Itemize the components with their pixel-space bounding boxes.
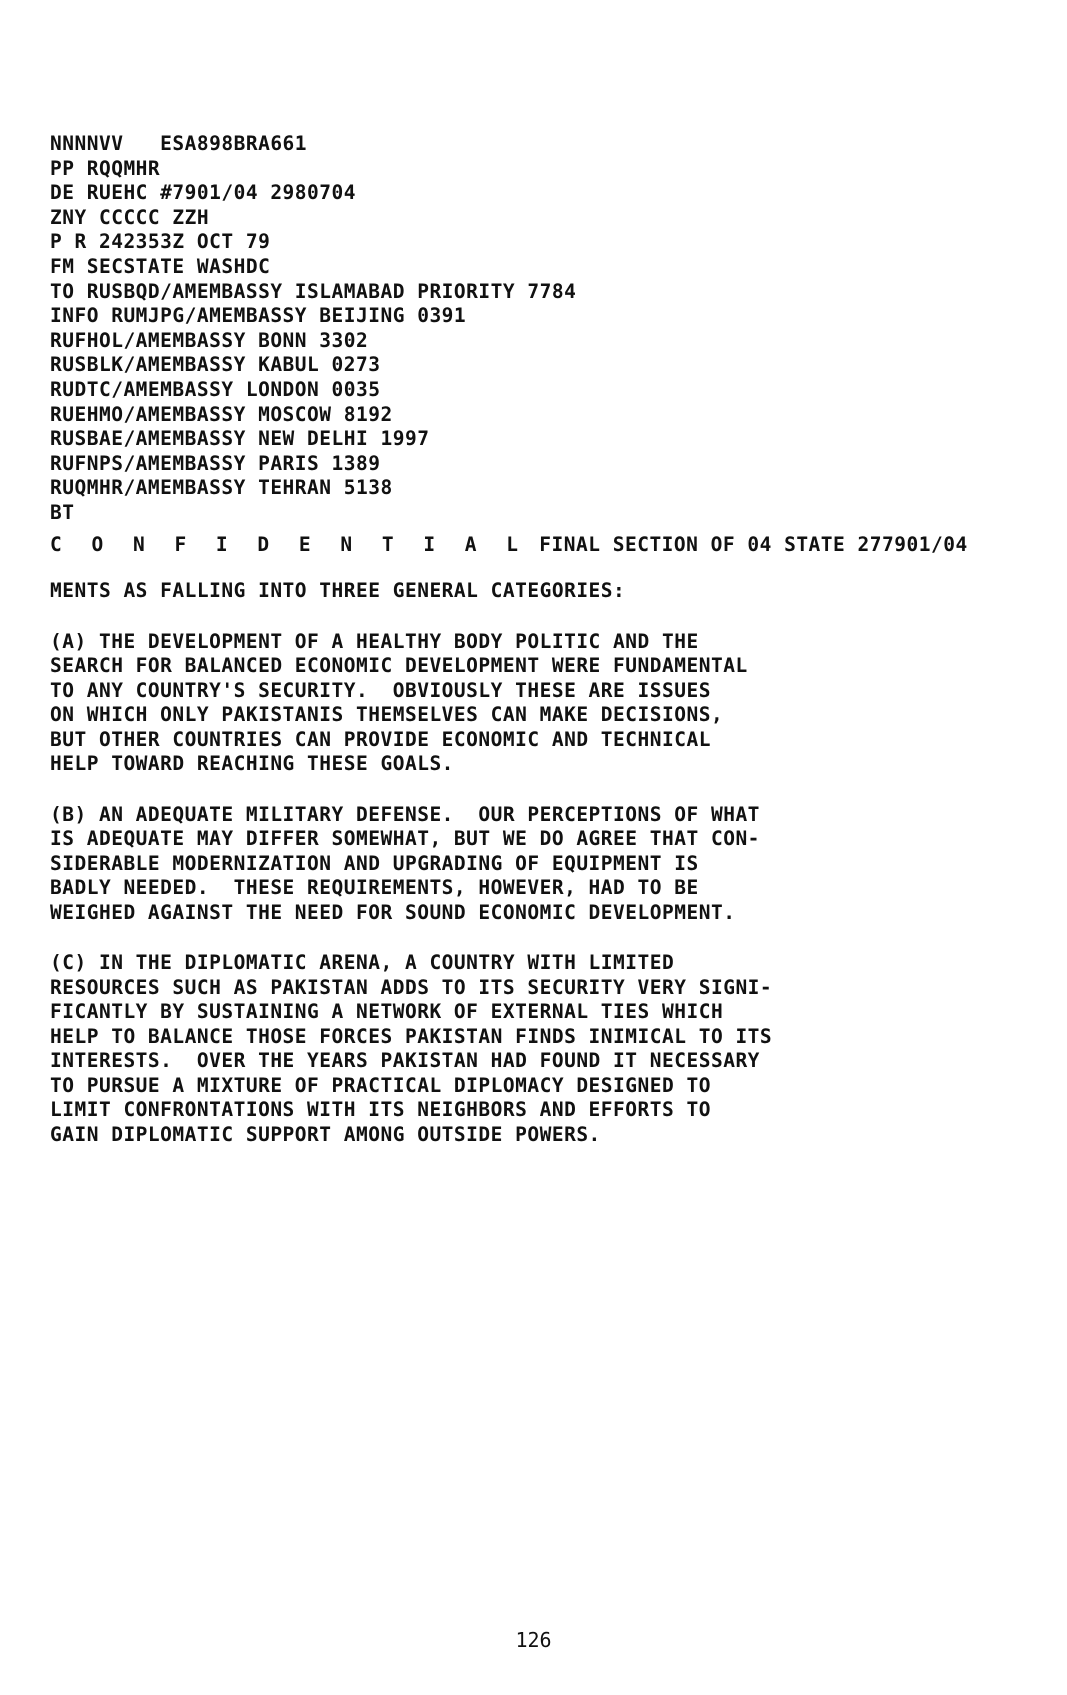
- header-line: RUDTC/AMEMBASSY LONDON 0035: [50, 377, 381, 401]
- paragraph-line: LIMIT CONFRONTATIONS WITH ITS NEIGHBORS AND EFFORTS TO: [50, 1098, 711, 1121]
- page-number: 126: [515, 1628, 552, 1652]
- paragraph-line: (C) IN THE DIPLOMATIC ARENA, A COUNTRY WITH LIMITED: [50, 951, 675, 974]
- paragraph-line: GAIN DIPLOMATIC SUPPORT AMONG OUTSIDE POWERS.: [50, 1122, 601, 1146]
- header-line: RUFNPS/AMEMBASSY PARIS 1389: [50, 451, 381, 475]
- paragraph-c: [50, 951, 1030, 1147]
- header-line: DE RUEHC #7901/04 2980704: [50, 181, 356, 205]
- paragraph-line: INTERESTS. OVER THE YEARS PAKISTAN HAD FOUND IT NECESSARY: [50, 1049, 760, 1072]
- paragraph-line: BUT OTHER COUNTRIES CAN PROVIDE ECONOMIC AND TECHNICAL: [50, 727, 711, 751]
- header-line: RUEHMO/AMEMBASSY MOSCOW 8192: [50, 402, 393, 426]
- paragraph-line: SIDERABLE MODERNIZATION AND UPGRADING OF EQUIPMENT IS: [50, 851, 699, 875]
- header-line: FM SECSTATE WASHDC: [50, 254, 271, 278]
- header-line: TO RUSBQD/AMEMBASSY ISLAMABAD PRIORITY 7784: [50, 279, 577, 303]
- paragraph-line: ON WHICH ONLY PAKISTANIS THEMSELVES CAN MAKE DECISIONS,: [50, 703, 724, 726]
- header-line: ZNY CCCCC ZZH: [50, 205, 210, 229]
- paragraph-line: TO ANY COUNTRY'S SECURITY. OBVIOUSLY THESE ARE ISSUES: [50, 678, 711, 702]
- paragraph-a: [50, 630, 1030, 777]
- paragraph-line: BADLY NEEDED. THESE REQUIREMENTS, HOWEVER, HAD TO BE: [50, 876, 699, 899]
- header-line: RUFHOL/AMEMBASSY BONN 3302: [50, 328, 369, 352]
- header-line: P R 242353Z OCT 79: [50, 230, 271, 254]
- paragraph-line: (B) AN ADEQUATE MILITARY DEFENSE. OUR PERCEPTIONS OF WHAT: [50, 802, 760, 826]
- paragraph-line: HELP TO BALANCE THOSE FORCES PAKISTAN FINDS INIMICAL TO ITS: [50, 1024, 773, 1048]
- classification-label: C O N F I D E N T I A L: [50, 532, 528, 556]
- paragraph-line: (A) THE DEVELOPMENT OF A HEALTHY BODY POLITIC AND THE: [50, 629, 699, 653]
- section-reference: FINAL SECTION OF 04 STATE 277901/04: [539, 532, 968, 556]
- paragraph-b: [50, 803, 1030, 926]
- header-line: BT: [50, 500, 75, 524]
- paragraph-line: IS ADEQUATE MAY DIFFER SOMEWHAT, BUT WE DO AGREE THAT CON-: [50, 827, 760, 850]
- paragraph-line: TO PURSUE A MIXTURE OF PRACTICAL DIPLOMACY DESIGNED TO: [50, 1073, 711, 1097]
- header-line: RUQMHR/AMEMBASSY TEHRAN 5138: [50, 476, 393, 500]
- paragraph-line: RESOURCES SUCH AS PAKISTAN ADDS TO ITS SECURITY VERY SIGNI-: [50, 975, 773, 999]
- paragraph-line: SEARCH FOR BALANCED ECONOMIC DEVELOPMENT WERE FUNDAMENTAL: [50, 654, 748, 677]
- lead-sentence: MENTS AS FALLING INTO THREE GENERAL CATEGORIES:: [50, 578, 626, 602]
- header-line: RUSBAE/AMEMBASSY NEW DELHI 1997: [50, 427, 430, 451]
- paragraph-line: HELP TOWARD REACHING THESE GOALS.: [50, 752, 454, 775]
- header-line: NNNNVV ESA898BRA661: [50, 132, 308, 155]
- paragraph-line: FICANTLY BY SUSTAINING A NETWORK OF EXTERNAL TIES WHICH: [50, 1000, 724, 1023]
- header-line: RUSBLK/AMEMBASSY KABUL 0273: [50, 353, 381, 377]
- classification-line: [50, 526, 1030, 564]
- header-line: INFO RUMJPG/AMEMBASSY BEIJING 0391: [50, 304, 467, 328]
- cable-text: [50, 132, 1030, 1147]
- cable-header: [50, 132, 1030, 526]
- header-line: PP RQQMHR: [50, 156, 161, 180]
- paragraph-line: WEIGHED AGAINST THE NEED FOR SOUND ECONOMIC DEVELOPMENT.: [50, 900, 736, 924]
